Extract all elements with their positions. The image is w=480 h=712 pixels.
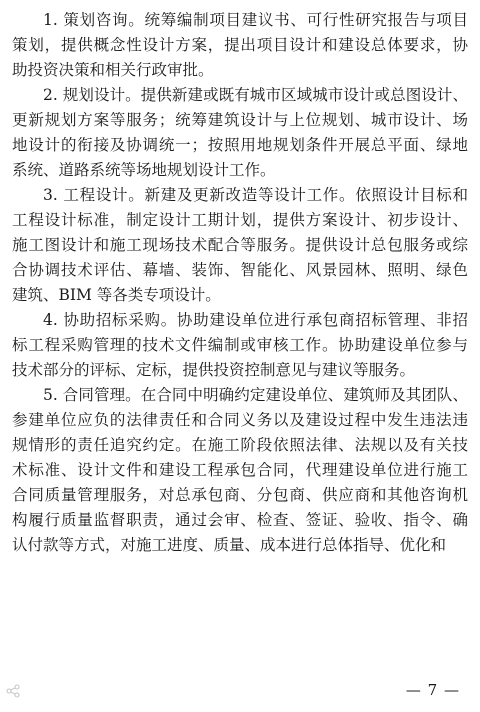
text-line: 更新规划方案等服务；统筹建筑设计与上位规划、城市设计、场 [12, 111, 468, 129]
text-line: 5. 合同管理。在合同中明确约定建设单位、建筑师及其团队、 [43, 386, 468, 404]
paragraph-1 [12, 8, 468, 83]
text-line: 施工图设计和施工现场技术配合等服务。提供设计总包服务或综 [12, 236, 468, 254]
page-number: — 7 — [405, 681, 460, 699]
share-icon [6, 684, 20, 698]
text-line: 合协调技术评估、幕墙、装饰、智能化、风景园林、照明、绿色 [12, 261, 468, 279]
text-line: 地设计的衔接及协调统一；按照用地规划条件开展总平面、绿地 [12, 136, 468, 154]
text-line: 构履行质量监督职责，通过会审、检查、签证、验收、指令、确 [12, 511, 468, 529]
text-line: 术标准、设计文件和建设工程承包合同，代理建设单位进行施工 [12, 461, 468, 479]
watermark [6, 684, 20, 698]
paragraph-2 [12, 83, 468, 183]
text-line: 工程设计标准，制定设计工期计划，提供方案设计、初步设计、 [12, 211, 468, 229]
text-line: 规情形的责任追究约定。在施工阶段依照法律、法规以及有关技 [12, 436, 468, 454]
text-line: 建筑、BIM 等各类专项设计。 [12, 286, 221, 304]
text-line: 技术部分的评标、定标，提供投资控制意见与建议等服务。 [12, 361, 416, 379]
text-line: 认付款等方式，对施工进度、质量、成本进行总体指导、优化和 [12, 536, 447, 554]
text-line: 2. 规划设计。提供新建或既有城市区域城市设计或总图设计、 [43, 86, 468, 104]
paragraph-4 [12, 308, 468, 383]
text-line: 合同质量管理服务，对总承包商、分包商、供应商和其他咨询机 [12, 486, 468, 504]
text-line: 标工程采购管理的技术文件编制或审核工作。协助建设单位参与 [12, 336, 468, 354]
text-line: 助投资决策和相关行政审批。 [12, 61, 214, 79]
text-line: 1. 策划咨询。统筹编制项目建议书、可行性研究报告与项目 [43, 11, 468, 29]
paragraph-5 [12, 383, 468, 558]
text-line: 4. 协助招标采购。协助建设单位进行承包商招标管理、非招 [43, 311, 468, 329]
text-line: 3. 工程设计。新建及更新改造等设计工作。依照设计目标和 [43, 186, 468, 204]
text-line: 策划，提供概念性设计方案，提出项目设计和建设总体要求，协 [12, 36, 468, 54]
text-line: 参建单位应负的法律责任和合同义务以及建设过程中发生违法违 [12, 411, 468, 429]
paragraph-3 [12, 183, 468, 308]
text-line: 系统、道路系统等场地规划设计工作。 [12, 161, 276, 179]
document-body [12, 8, 468, 558]
